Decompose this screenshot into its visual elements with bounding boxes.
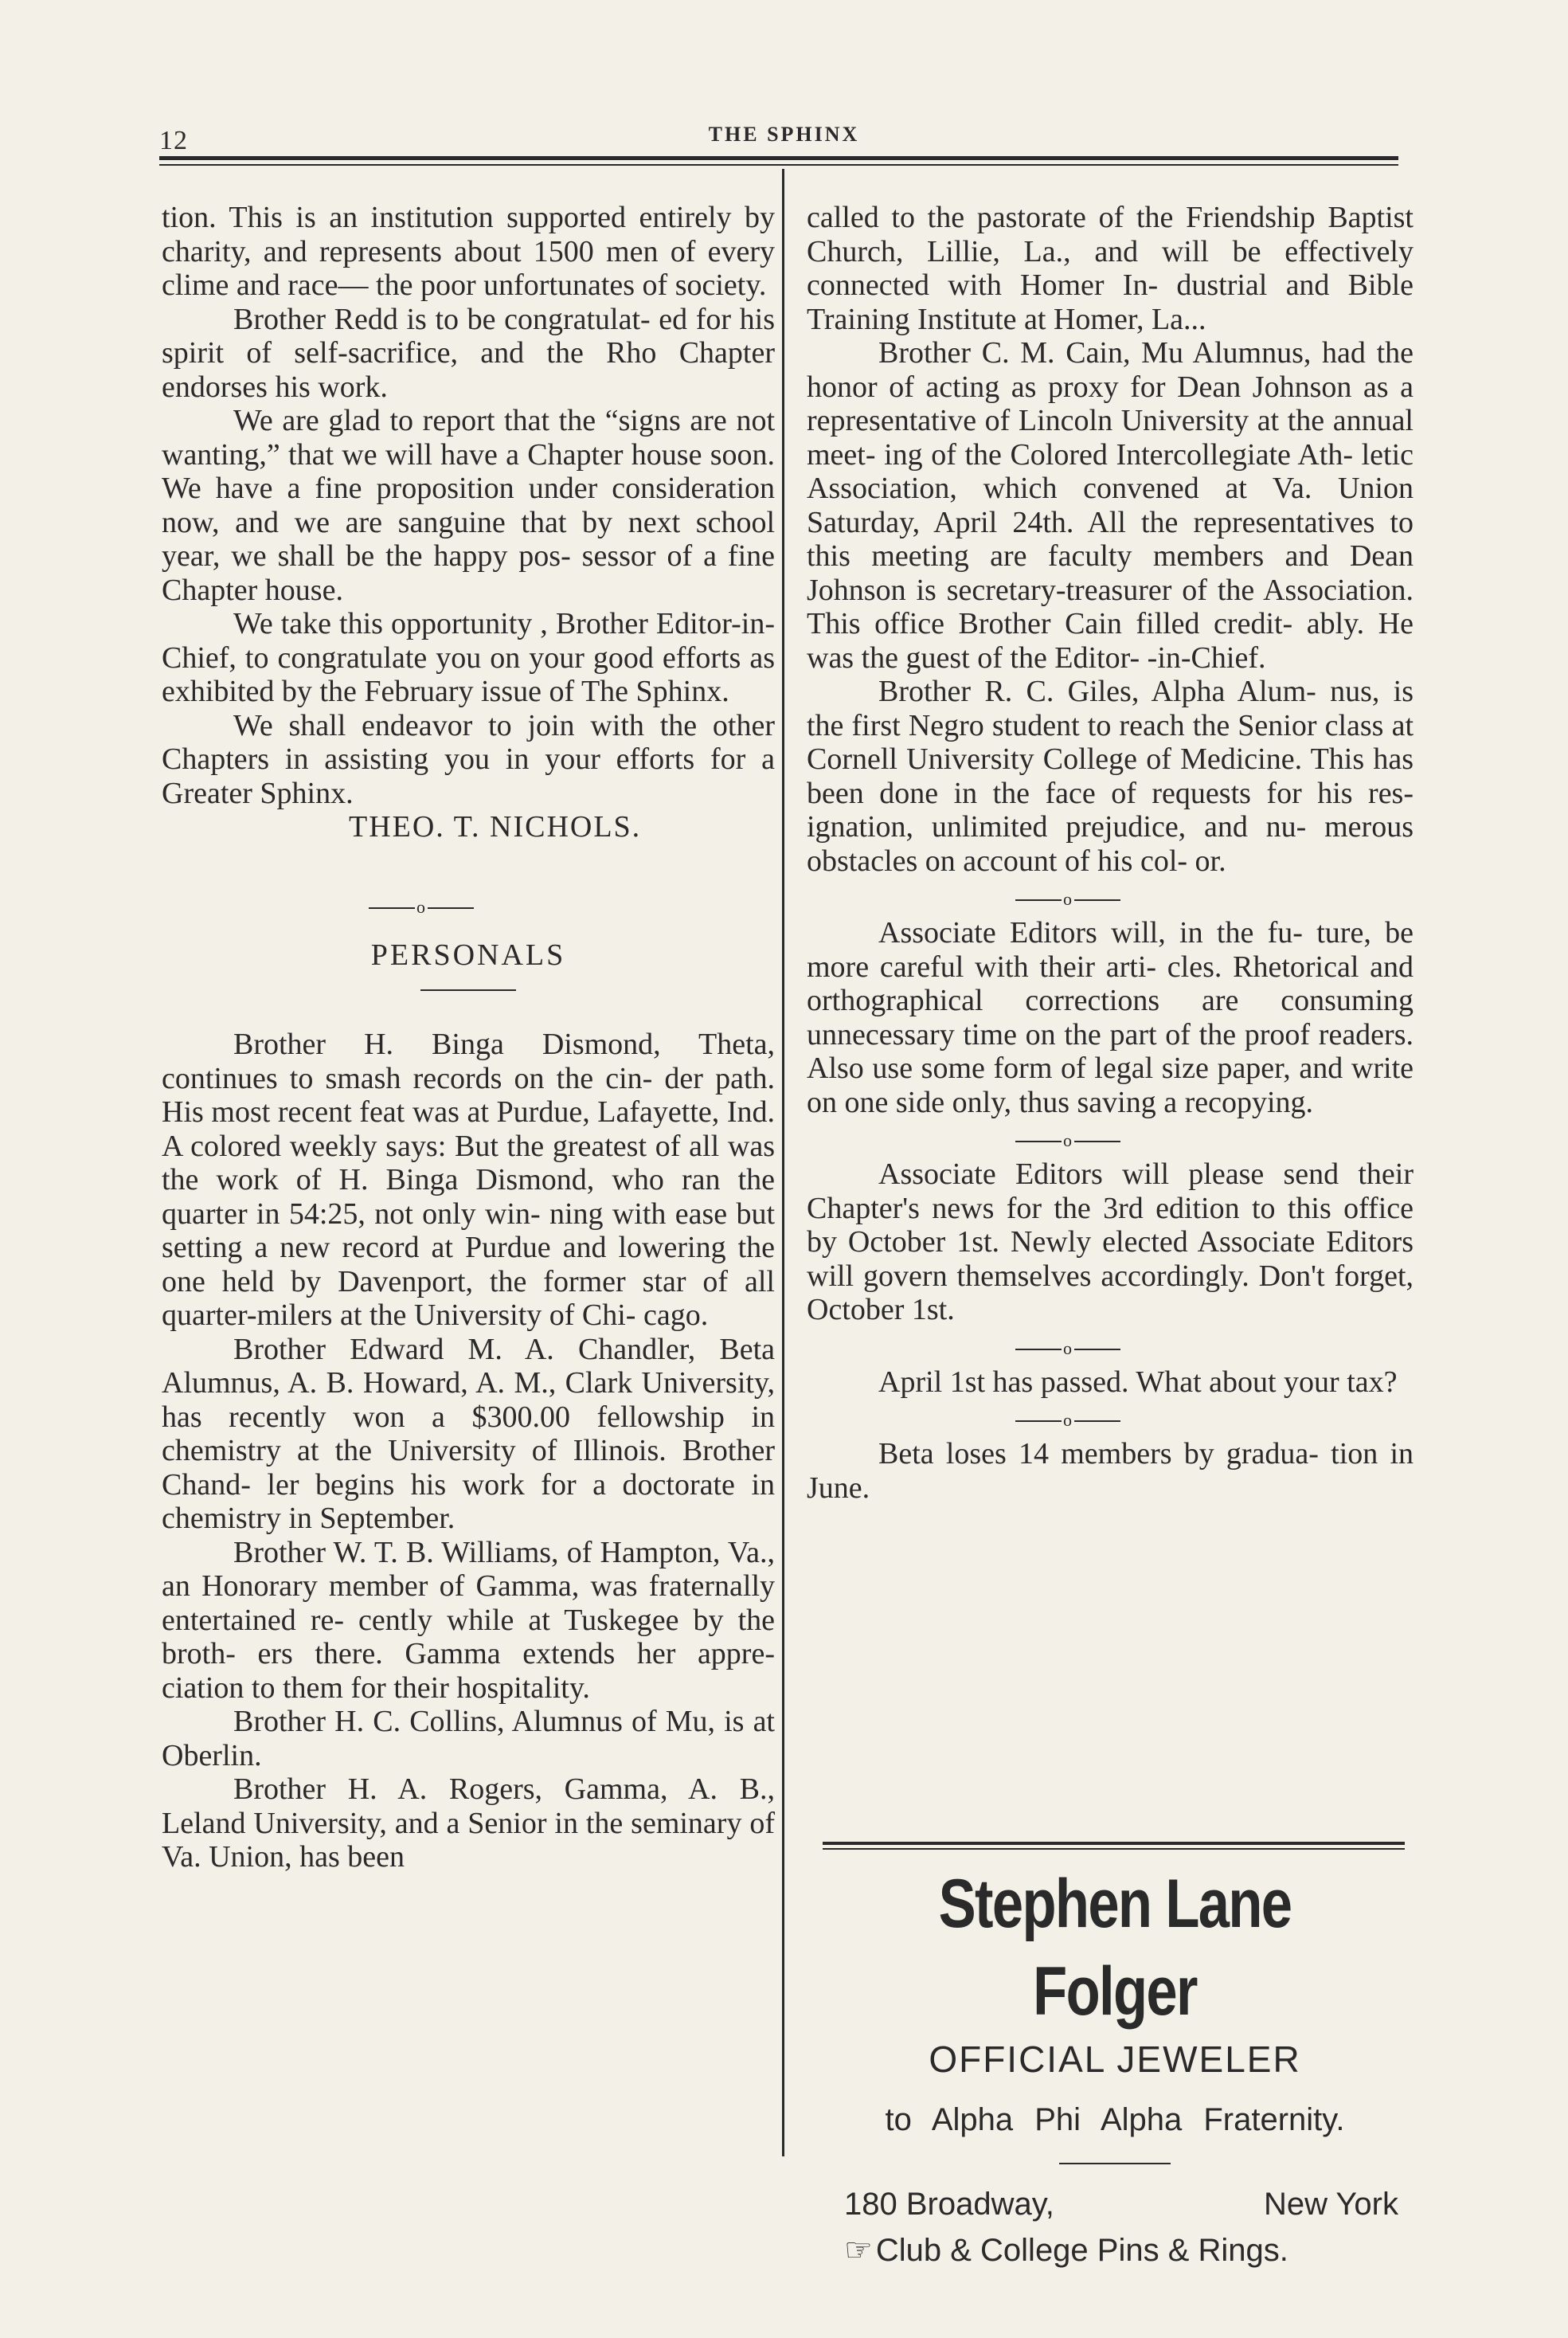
ad-address-line — [820, 2183, 1410, 2225]
page-number: 12 — [159, 126, 188, 155]
separator: o — [807, 1124, 1414, 1157]
pointing-hand-icon: ☞ — [844, 2233, 873, 2268]
section-underline — [420, 989, 516, 991]
journal-title: THE SPHINX — [708, 123, 860, 146]
paragraph: tion. This is an institution supported entirely by charity, and represents about 1500 men of every clime and race— the poor unfortunates of society. — [162, 201, 775, 302]
paragraph: Brother Redd is to be congratulat- ed for his spirit of self-sacrifice, and the Rho Chapter endorses his work. — [162, 302, 775, 404]
paragraph: We are glad to report that the “signs are not wanting,” that we will have a Chapter house soon. We have a fine proposition under consideration now, and we are sanguine that by next school year, we shall be the happy pos- sessor of a fine Chapter house. — [162, 404, 775, 607]
column-divider — [782, 169, 784, 2156]
jeweler-advertisement — [820, 1860, 1410, 2271]
ad-name: Stephen Lane Folger — [938, 1866, 1292, 2030]
personal-item: Brother H. Binga Dismond, Theta, continues to smash records on the cin- der path. His most recent feat was at Purdue, Lafayette, Ind. A colored weekly says: But the greatest of all was the work of H. Binga Dismond, who ran the quarter in 54:25, not only win- ning with ease but setting a new record at Purdue and lowering the one held by Davenport, the former star of all quarter-milers at the University of Chi- cago. — [162, 1028, 775, 1332]
ad-role: OFFICIAL JEWELER — [929, 2038, 1301, 2080]
ad-address: 180 Broadway, — [844, 2187, 1054, 2222]
personal-item: Brother W. T. B. Williams, of Hampton, Va., an Honorary member of Gamma, was fraternally entertained re- cently while at Tuskegee by the broth- ers there. Gamma extends her appre- ciation to them for their hospitality. — [162, 1535, 775, 1705]
ad-rule-thick — [823, 1842, 1405, 1845]
separator: o — [807, 1404, 1414, 1437]
ad-city: New York — [1264, 2187, 1398, 2222]
right-column — [807, 201, 1414, 1505]
header-rule-thin — [159, 164, 1398, 166]
paragraph: called to the pastorate of the Friendship Baptist Church, Lillie, La., and will be effectively connected with Homer In- dustrial and Bible Training Institute at Homer, La... — [807, 201, 1414, 336]
left-column — [162, 201, 775, 1874]
ad-fraternity-line: to Alpha Phi Alpha Fraternity. — [885, 2102, 1345, 2137]
personal-item: Brother H. C. Collins, Alumnus of Mu, is at Oberlin. — [162, 1705, 775, 1772]
notice: Associate Editors will, in the fu- ture, be more careful with their arti- cles. Rhetorical and orthographical corrections are consuming unnecessary time on the part of the proof readers. Also use some form of legal size paper, and write on one side only, thus saving a recopying. — [807, 916, 1414, 1119]
section-title: PERSONALS — [370, 938, 566, 972]
header-rule-thick — [159, 156, 1398, 160]
paragraph: We take this opportunity , Brother Editor-in-Chief, to congratulate you on your good efforts as exhibited by the February issue of The Sphinx. — [162, 607, 775, 708]
ad-pins-line — [820, 2230, 1410, 2271]
separator — [162, 891, 775, 924]
notice: April 1st has passed. What about your tax? — [878, 1365, 1398, 1399]
separator: o — [807, 1332, 1414, 1365]
separator: o — [807, 883, 1414, 916]
notice: Beta loses 14 members by gradua- tion in June. — [807, 1437, 1414, 1505]
paragraph: Brother R. C. Giles, Alpha Alum- nus, is the first Negro student to reach the Senior class at Cornell University College of Medicine. This has been done in the face of requests for his res- ignation, unlimited prejudice, and nu- merous obstacles on account of his col- or. — [807, 675, 1414, 878]
ad-rule-thin — [823, 1848, 1405, 1850]
personal-item: Brother H. A. Rogers, Gamma, A. B., Leland University, and a Senior in the seminary of Va. Union, has been — [162, 1772, 775, 1874]
personal-item: Brother Edward M. A. Chandler, Beta Alumnus, A. B. Howard, A. M., Clark University, has recently won a $300.00 fellowship in chemistry at the University of Illinois. Brother Chand- ler begins his work for a doctorate in chemistry in September. — [162, 1332, 775, 1535]
paragraph: Brother C. M. Cain, Mu Alumnus, had the honor of acting as proxy for Dean Johnson as a representative of Lincoln University at the annual meet- ing of the Colored Intercollegiate Ath- letic Association, which convened at Va. Union Saturday, April 24th. All the representatives to this meeting are faculty members and Dean Johnson is secretary-treasurer of the Association. This office Brother Cain filled credit- ably. He was the guest of the Editor- -in-Chief. — [807, 336, 1414, 675]
separator-mark: o — [416, 896, 425, 917]
notice: Associate Editors will please send their Chapter's news for the 3rd edition to this office by October 1st. Newly elected Associate Editors will govern themselves accordingly. Don't forget, October 1st. — [807, 1157, 1414, 1326]
paragraph: We shall endeavor to join with the other Chapters in assisting you in your efforts for a Greater Sphinx. — [162, 708, 775, 810]
signature: THEO. T. NICHOLS. — [349, 810, 642, 844]
ad-pins: Club & College Pins & Rings. — [875, 2233, 1288, 2268]
ad-divider — [1059, 2163, 1171, 2164]
